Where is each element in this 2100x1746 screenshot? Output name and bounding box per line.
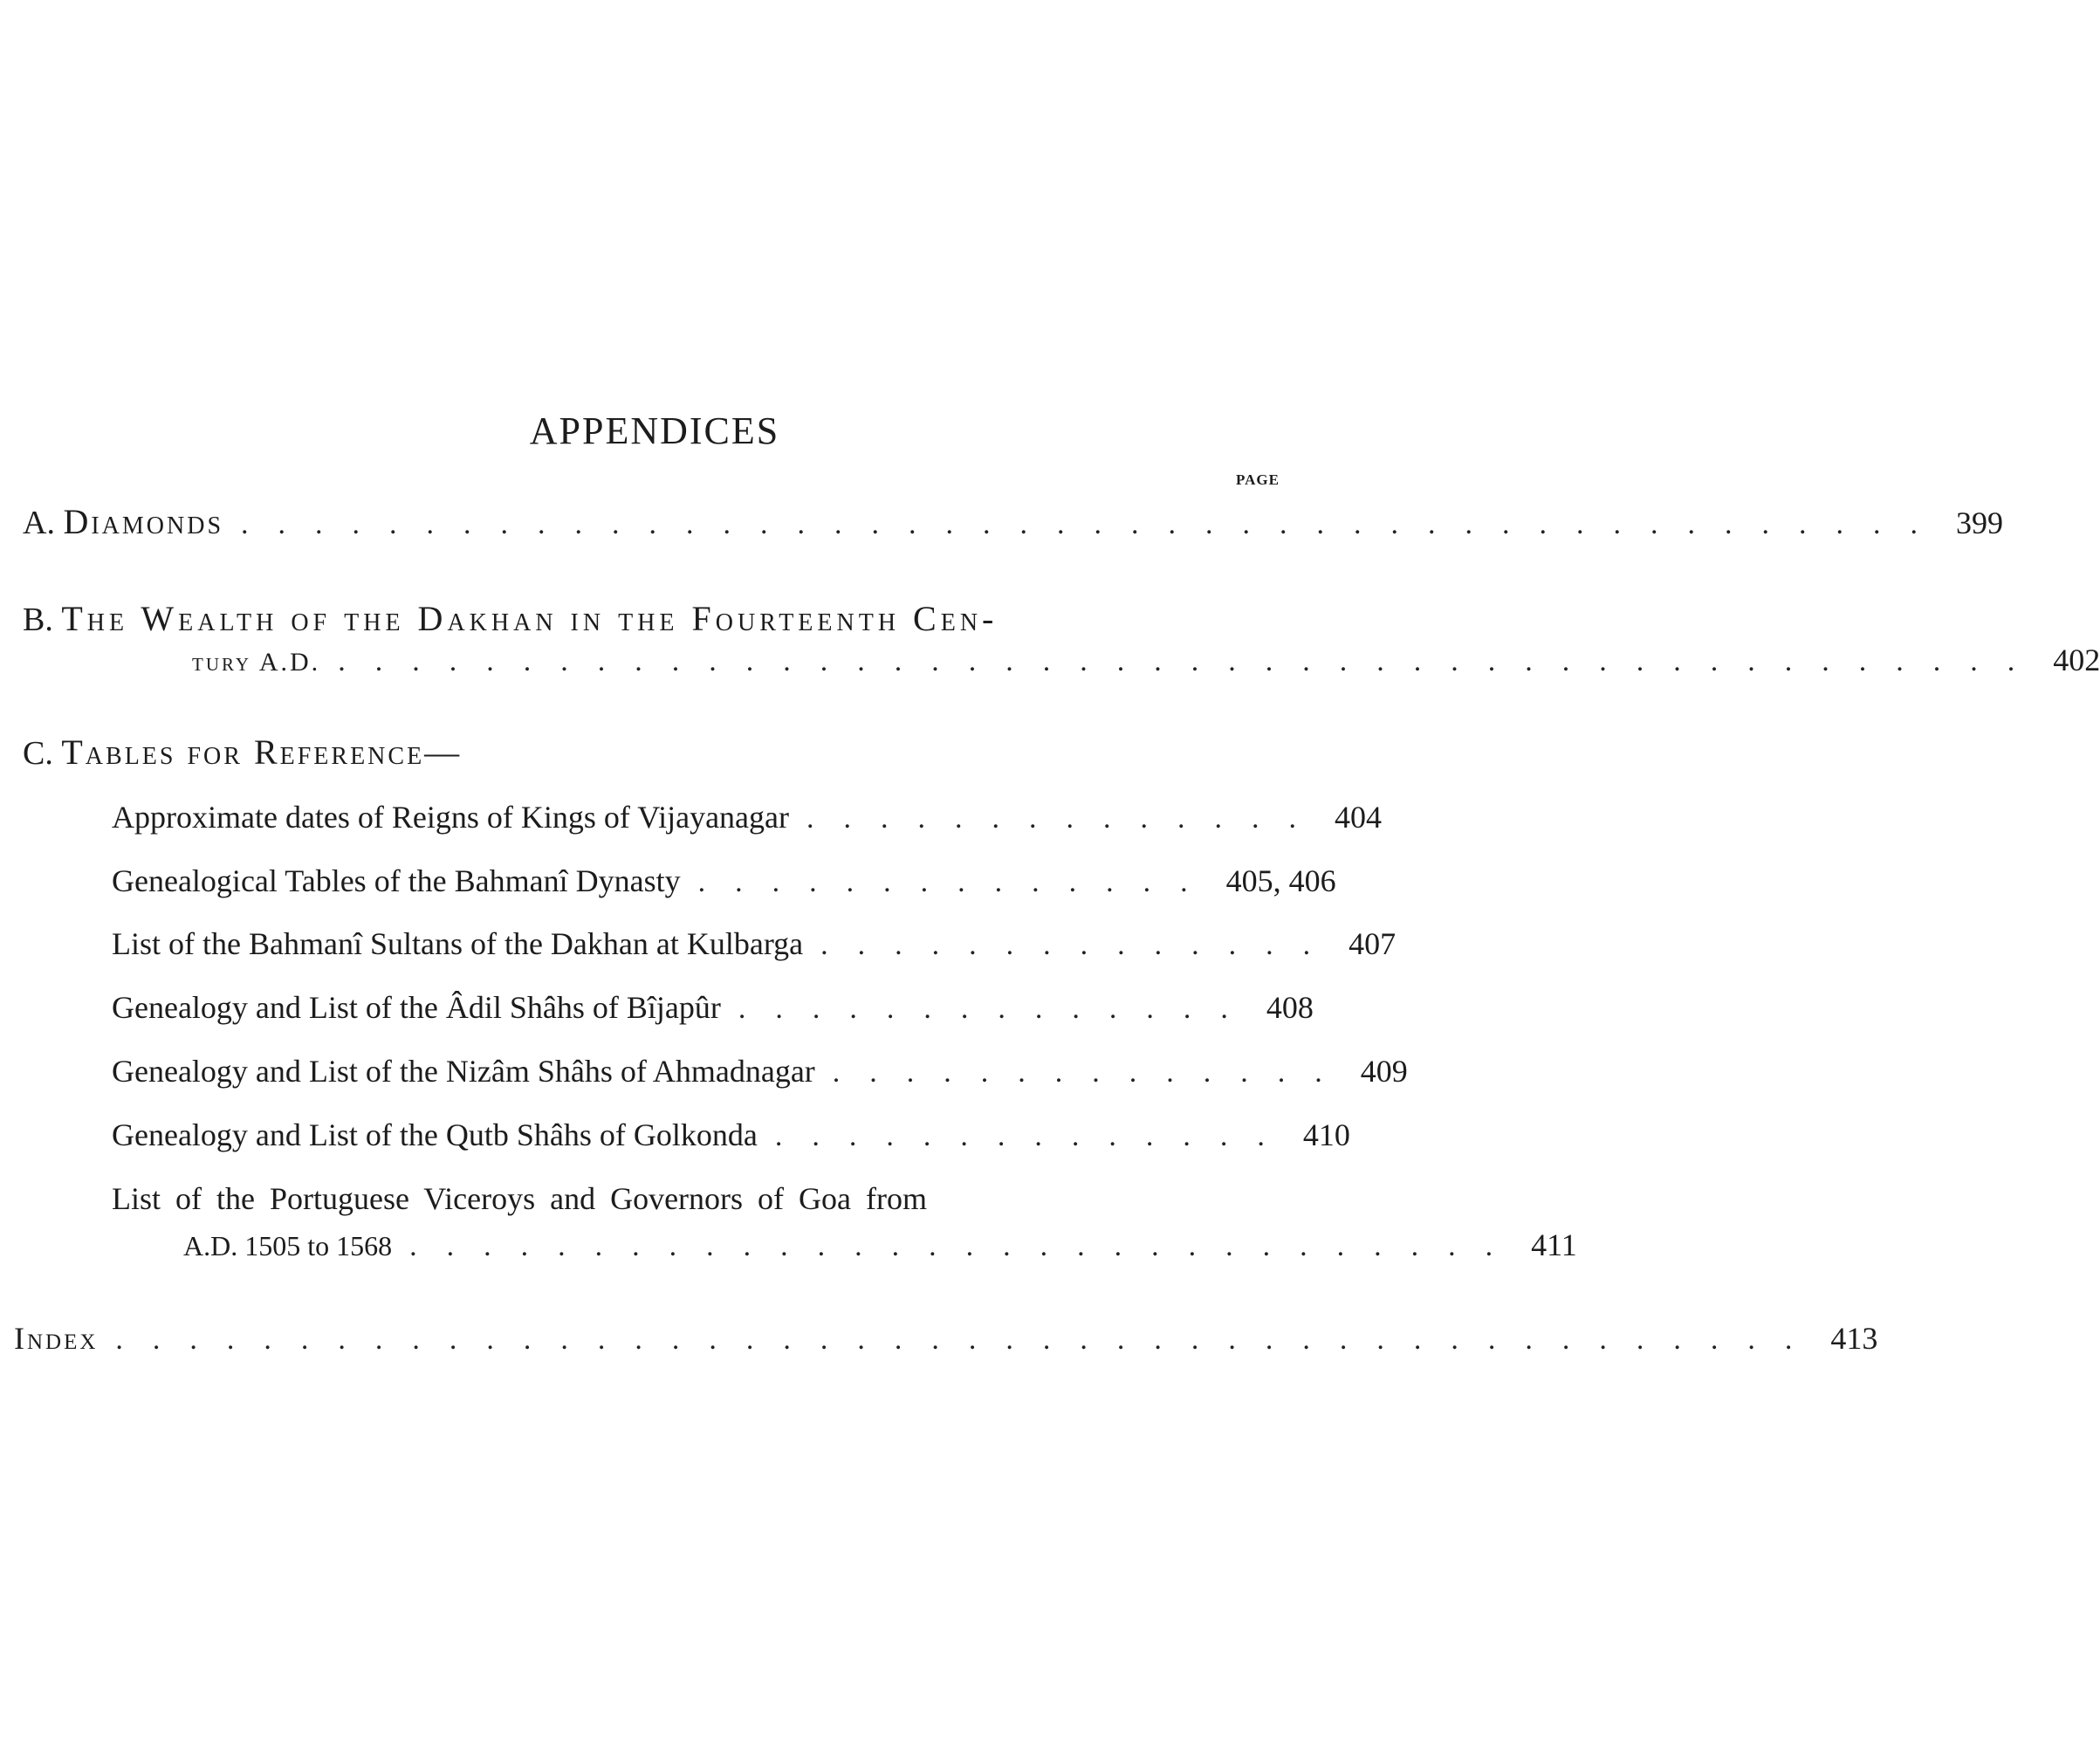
- toc-subentry[interactable]: [112, 1053, 1408, 1090]
- page-number: 411: [1531, 1227, 1577, 1262]
- entry-title: Index: [14, 1321, 99, 1356]
- subentry-title-continued: A.D. 1505 to 1568: [183, 1230, 393, 1261]
- toc-subentry[interactable]: [112, 1117, 1350, 1153]
- entry-title: Diamonds: [63, 502, 224, 541]
- entry-letter: B.: [23, 601, 53, 638]
- dot-leader: ..............................................: [241, 508, 1948, 540]
- toc-subentry[interactable]: [112, 799, 1382, 835]
- toc-entry-index[interactable]: [14, 1320, 1878, 1357]
- toc-subentry-line2[interactable]: [183, 1227, 1577, 1263]
- subentry-title: Approximate dates of Reigns of Kings of Vijayanagar: [112, 800, 789, 835]
- entry-title-continued: tury A.D.: [192, 648, 321, 677]
- page-number: 409: [1360, 1054, 1408, 1089]
- toc-subentry[interactable]: [112, 925, 1397, 962]
- subentry-title: List of the Bahmanî Sultans of the Dakhan at Kulbarga: [112, 926, 804, 961]
- dot-leader: ..............: [832, 1056, 1352, 1089]
- toc-subentry-line1[interactable]: [112, 1180, 927, 1217]
- page-title: APPENDICES: [529, 409, 780, 452]
- page-number: 402: [2053, 643, 2100, 677]
- entry-letter: C.: [23, 735, 53, 772]
- toc-entry-label: [23, 501, 223, 542]
- page-number: 413: [1830, 1321, 1878, 1356]
- toc-subentry[interactable]: [112, 863, 1336, 899]
- toc-entry-b-line2[interactable]: [192, 642, 2100, 678]
- dot-leader: ..............: [806, 802, 1326, 835]
- subentry-title: Genealogy and List of the Nizâm Shâhs of Ahmadnagar: [112, 1054, 815, 1089]
- page-column-heading: PAGE: [1236, 471, 1280, 488]
- toc-entry-b-line1[interactable]: [23, 598, 998, 639]
- entry-title: Tables for Reference—: [61, 732, 463, 772]
- toc-subentry[interactable]: [112, 989, 1314, 1026]
- entry-letter: A.: [23, 505, 55, 541]
- dot-leader: ..............: [697, 866, 1218, 898]
- dot-leader: ..............: [774, 1120, 1294, 1152]
- dot-leader: ..............................................: [338, 645, 2045, 677]
- subentry-title: List of the Portuguese Viceroys and Governors of Goa from: [112, 1181, 927, 1216]
- page-number: 410: [1302, 1117, 1350, 1152]
- toc-entry-c[interactable]: [23, 732, 462, 773]
- subentry-title: Genealogy and List of the Qutb Shâhs of Golkonda: [112, 1117, 758, 1152]
- page-number: 408: [1266, 990, 1314, 1025]
- dot-leader: ..............................................: [115, 1323, 1822, 1356]
- page-number: 407: [1349, 926, 1397, 961]
- page-number: 404: [1335, 800, 1382, 835]
- toc-entry-a[interactable]: [23, 501, 2004, 542]
- entry-title: The Wealth of the Dakhan in the Fourteenth Cen-: [61, 599, 999, 638]
- dot-leader: ..............: [738, 993, 1258, 1025]
- page-number: 399: [1956, 505, 2004, 540]
- dot-leader: ..............: [820, 929, 1341, 961]
- dot-leader: ..............................: [409, 1230, 1523, 1262]
- subentry-title: Genealogy and List of the Âdil Shâhs of Bîjapûr: [112, 990, 721, 1025]
- subentry-title: Genealogical Tables of the Bahmanî Dynasty: [112, 863, 681, 898]
- page-number: 405, 406: [1225, 863, 1336, 898]
